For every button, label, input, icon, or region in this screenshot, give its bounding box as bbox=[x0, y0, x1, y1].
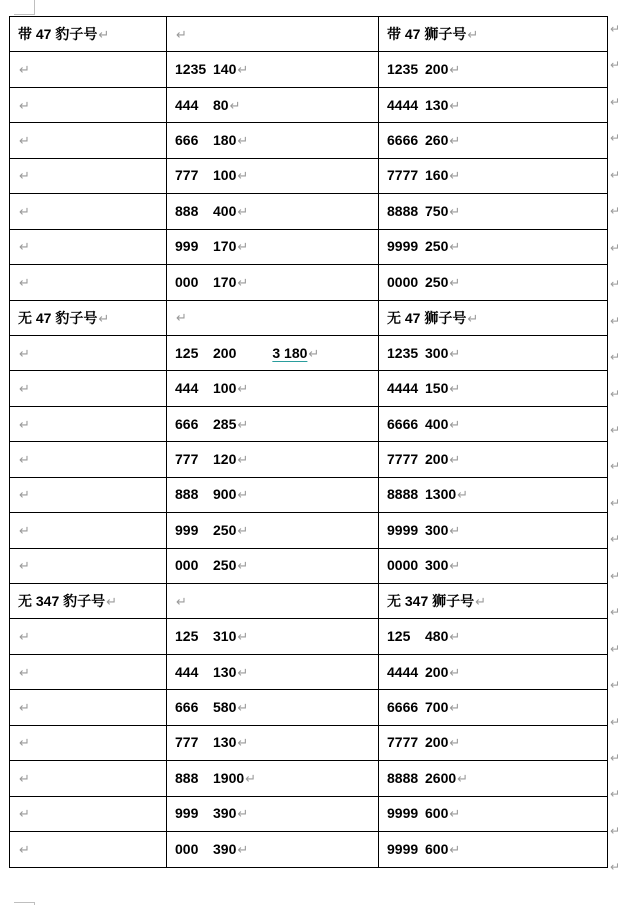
empty-cell bbox=[10, 725, 167, 760]
paragraph-mark: ↵ bbox=[176, 593, 187, 609]
empty-cell bbox=[10, 654, 167, 689]
left-section-title: 无 47 豹子号 bbox=[18, 309, 98, 326]
paragraph-mark: ↵ bbox=[449, 168, 461, 184]
table-row bbox=[10, 725, 608, 760]
paragraph-mark: ↵ bbox=[449, 629, 461, 645]
left-value-cell bbox=[167, 123, 379, 158]
table-row bbox=[10, 619, 608, 654]
right-section-title-cell bbox=[379, 17, 608, 52]
paragraph-mark: ↵ bbox=[19, 416, 30, 432]
empty-cell bbox=[10, 619, 167, 654]
table-row bbox=[10, 87, 608, 122]
right-value-cell bbox=[379, 796, 608, 831]
payout-value: 260 bbox=[425, 132, 449, 149]
left-value-cell bbox=[167, 87, 379, 122]
paragraph-mark: ↵ bbox=[245, 770, 257, 786]
row-end-mark: ↵ bbox=[610, 422, 620, 437]
right-section-title-cell bbox=[379, 300, 608, 335]
left-value-cell bbox=[167, 335, 379, 370]
paragraph-mark: ↵ bbox=[237, 133, 249, 149]
paragraph-mark: ↵ bbox=[237, 664, 249, 680]
left-value-cell bbox=[167, 406, 379, 441]
payout-value: 310 bbox=[213, 628, 237, 645]
number-combo: 0000 bbox=[387, 273, 419, 290]
left-value-cell bbox=[167, 548, 379, 583]
number-combo: 000 bbox=[175, 557, 199, 574]
left-value-cell bbox=[167, 513, 379, 548]
number-combo: 444 bbox=[175, 380, 199, 397]
number-combo: 8888 bbox=[387, 486, 419, 503]
paragraph-mark: ↵ bbox=[449, 451, 461, 467]
number-combo: 9999 bbox=[387, 521, 419, 538]
payout-value: 130 bbox=[213, 663, 237, 680]
payout-value: 170 bbox=[213, 273, 237, 290]
right-value-cell bbox=[379, 371, 608, 406]
paragraph-mark: ↵ bbox=[449, 735, 461, 751]
number-combo: 777 bbox=[175, 734, 199, 751]
empty-cell bbox=[10, 371, 167, 406]
table-row bbox=[10, 371, 608, 406]
payout-value: 130 bbox=[213, 734, 237, 751]
number-combo: 9999 bbox=[387, 840, 419, 857]
right-value-cell bbox=[379, 194, 608, 229]
left-section-title-cell bbox=[10, 584, 167, 619]
payout-value: 160 bbox=[425, 167, 449, 184]
empty-cell bbox=[10, 158, 167, 193]
table-row bbox=[10, 265, 608, 300]
payout-value: 200 bbox=[213, 344, 237, 361]
paragraph-mark: ↵ bbox=[449, 133, 461, 149]
empty-cell bbox=[10, 406, 167, 441]
payout-value: 1300 bbox=[425, 486, 457, 503]
left-section-title-cell bbox=[10, 300, 167, 335]
paragraph-mark: ↵ bbox=[449, 97, 461, 113]
empty-cell bbox=[10, 832, 167, 867]
row-end-mark: ↵ bbox=[610, 386, 620, 401]
number-combo: 4444 bbox=[387, 663, 419, 680]
odds-table bbox=[9, 16, 608, 868]
empty-cell bbox=[10, 690, 167, 725]
paragraph-mark: ↵ bbox=[237, 806, 249, 822]
left-value-cell bbox=[167, 761, 379, 796]
empty-cell bbox=[10, 796, 167, 831]
paragraph-mark: ↵ bbox=[449, 381, 461, 397]
table-row bbox=[10, 406, 608, 441]
right-value-cell bbox=[379, 229, 608, 264]
row-end-mark: ↵ bbox=[610, 751, 620, 765]
number-combo: 888 bbox=[175, 202, 199, 219]
number-combo: 7777 bbox=[387, 167, 419, 184]
empty-cell bbox=[10, 761, 167, 796]
number-combo: 666 bbox=[175, 132, 199, 149]
paragraph-mark: ↵ bbox=[19, 629, 30, 645]
number-combo: 1235 bbox=[387, 61, 419, 78]
payout-value: 400 bbox=[213, 202, 237, 219]
right-value-cell bbox=[379, 690, 608, 725]
right-value-cell bbox=[379, 265, 608, 300]
paragraph-mark: ↵ bbox=[19, 97, 30, 113]
paragraph-mark: ↵ bbox=[19, 735, 30, 751]
row-end-mark: ↵ bbox=[610, 240, 620, 255]
row-end-mark: ↵ bbox=[610, 678, 620, 693]
left-value-cell bbox=[167, 477, 379, 512]
left-section-title: 无 347 豹子号 bbox=[18, 593, 106, 610]
number-combo: 7777 bbox=[387, 450, 419, 467]
number-combo: 4444 bbox=[387, 96, 419, 113]
empty-cell bbox=[10, 194, 167, 229]
number-combo: 1235 bbox=[175, 61, 207, 78]
table-row bbox=[10, 477, 608, 512]
paragraph-mark: ↵ bbox=[237, 522, 249, 538]
number-combo: 999 bbox=[175, 238, 199, 255]
paragraph-mark: ↵ bbox=[19, 558, 30, 574]
payout-value: 200 bbox=[425, 663, 449, 680]
table-row bbox=[10, 52, 608, 87]
number-combo: 777 bbox=[175, 167, 199, 184]
paragraph-mark: ↵ bbox=[98, 310, 110, 326]
paragraph-mark: ↵ bbox=[449, 522, 461, 538]
empty-cell bbox=[10, 229, 167, 264]
paragraph-mark: ↵ bbox=[19, 239, 30, 255]
right-value-cell bbox=[379, 761, 608, 796]
paragraph-mark: ↵ bbox=[19, 345, 30, 361]
paragraph-mark: ↵ bbox=[19, 381, 30, 397]
number-combo: 6666 bbox=[387, 132, 419, 149]
paragraph-mark: ↵ bbox=[457, 487, 469, 503]
number-combo: 999 bbox=[175, 805, 199, 822]
paragraph-mark: ↵ bbox=[19, 664, 30, 680]
paragraph-mark: ↵ bbox=[449, 239, 461, 255]
left-value-cell bbox=[167, 158, 379, 193]
paragraph-mark: ↵ bbox=[449, 664, 461, 680]
paragraph-mark: ↵ bbox=[449, 62, 461, 78]
payout-value: 700 bbox=[425, 699, 449, 716]
empty-cell bbox=[167, 584, 379, 619]
paragraph-mark: ↵ bbox=[19, 841, 30, 857]
paragraph-mark: ↵ bbox=[237, 239, 249, 255]
number-combo: 6666 bbox=[387, 415, 419, 432]
left-value-cell bbox=[167, 654, 379, 689]
row-end-mark: ↵ bbox=[610, 313, 620, 328]
number-combo: 000 bbox=[175, 840, 199, 857]
right-value-cell bbox=[379, 158, 608, 193]
section-header-row bbox=[10, 300, 608, 335]
paragraph-mark: ↵ bbox=[237, 274, 249, 290]
paragraph-mark: ↵ bbox=[237, 451, 249, 467]
payout-value: 180 bbox=[213, 132, 237, 149]
right-section-title-cell bbox=[379, 584, 608, 619]
table-row bbox=[10, 548, 608, 583]
number-combo: 888 bbox=[175, 769, 199, 786]
payout-value: 120 bbox=[213, 450, 237, 467]
left-value-cell bbox=[167, 796, 379, 831]
row-end-mark: ↵ bbox=[610, 495, 620, 510]
right-value-cell bbox=[379, 87, 608, 122]
left-value-cell bbox=[167, 442, 379, 477]
paragraph-mark: ↵ bbox=[237, 735, 249, 751]
payout-value: 600 bbox=[425, 805, 449, 822]
left-value-cell bbox=[167, 229, 379, 264]
left-value-cell bbox=[167, 371, 379, 406]
empty-cell bbox=[10, 265, 167, 300]
row-end-mark: ↵ bbox=[610, 204, 620, 219]
row-end-mark: ↵ bbox=[610, 459, 620, 474]
row-end-mark: ↵ bbox=[610, 350, 620, 365]
payout-value: 200 bbox=[425, 450, 449, 467]
payout-value: 170 bbox=[213, 238, 237, 255]
row-end-mark: ↵ bbox=[610, 787, 620, 802]
paragraph-mark: ↵ bbox=[106, 594, 118, 610]
paragraph-mark: ↵ bbox=[237, 841, 249, 857]
paragraph-mark: ↵ bbox=[237, 62, 249, 78]
number-combo: 444 bbox=[175, 663, 199, 680]
paragraph-mark: ↵ bbox=[19, 806, 30, 822]
paragraph-mark: ↵ bbox=[237, 700, 249, 716]
number-combo: 666 bbox=[175, 415, 199, 432]
paragraph-mark: ↵ bbox=[19, 522, 30, 538]
payout-value: 250 bbox=[425, 273, 449, 290]
empty-cell bbox=[10, 442, 167, 477]
empty-cell bbox=[10, 123, 167, 158]
row-end-mark: ↵ bbox=[610, 167, 620, 182]
paragraph-mark: ↵ bbox=[229, 97, 241, 113]
payout-value: 100 bbox=[213, 380, 237, 397]
paragraph-mark: ↵ bbox=[19, 168, 30, 184]
payout-value: 80 bbox=[213, 96, 229, 113]
right-value-cell bbox=[379, 513, 608, 548]
table-row bbox=[10, 335, 608, 370]
payout-value: 250 bbox=[213, 557, 237, 574]
table-row bbox=[10, 690, 608, 725]
table-row bbox=[10, 229, 608, 264]
payout-value: 200 bbox=[425, 734, 449, 751]
payout-value: 1900 bbox=[213, 769, 245, 786]
paragraph-mark: ↵ bbox=[237, 629, 249, 645]
number-combo: 1235 bbox=[387, 344, 419, 361]
empty-cell bbox=[10, 87, 167, 122]
table-row bbox=[10, 654, 608, 689]
number-combo: 9999 bbox=[387, 805, 419, 822]
paragraph-mark: ↵ bbox=[19, 62, 30, 78]
paragraph-mark: ↵ bbox=[467, 27, 479, 43]
right-value-cell bbox=[379, 442, 608, 477]
payout-value: 390 bbox=[213, 805, 237, 822]
paragraph-mark: ↵ bbox=[449, 345, 461, 361]
paragraph-mark: ↵ bbox=[19, 274, 30, 290]
right-value-cell bbox=[379, 335, 608, 370]
number-combo: 9999 bbox=[387, 238, 419, 255]
paragraph-mark: ↵ bbox=[237, 416, 249, 432]
payout-value: 250 bbox=[425, 238, 449, 255]
number-combo: 777 bbox=[175, 450, 199, 467]
row-end-mark: ↵ bbox=[610, 22, 620, 36]
empty-cell bbox=[10, 548, 167, 583]
paragraph-mark: ↵ bbox=[475, 594, 487, 610]
left-value-cell bbox=[167, 690, 379, 725]
payout-value: 130 bbox=[425, 96, 449, 113]
right-value-cell bbox=[379, 123, 608, 158]
left-section-title: 带 47 豹子号 bbox=[18, 26, 98, 43]
paragraph-mark: ↵ bbox=[467, 310, 479, 326]
right-section-title: 无 47 狮子号 bbox=[387, 309, 467, 326]
right-value-cell bbox=[379, 52, 608, 87]
paragraph-mark: ↵ bbox=[237, 168, 249, 184]
payout-value: 750 bbox=[425, 202, 449, 219]
payout-value: 150 bbox=[425, 380, 449, 397]
paragraph-mark: ↵ bbox=[19, 451, 30, 467]
payout-value: 300 bbox=[425, 557, 449, 574]
number-combo: 6666 bbox=[387, 699, 419, 716]
row-end-mark: ↵ bbox=[610, 94, 620, 109]
right-value-cell bbox=[379, 725, 608, 760]
payout-value: 580 bbox=[213, 699, 237, 716]
right-value-cell bbox=[379, 406, 608, 441]
empty-cell bbox=[10, 513, 167, 548]
table-row bbox=[10, 123, 608, 158]
empty-cell bbox=[10, 52, 167, 87]
paragraph-mark: ↵ bbox=[449, 274, 461, 290]
number-combo: 125 bbox=[175, 628, 199, 645]
row-end-mark: ↵ bbox=[610, 277, 620, 292]
payout-value: 300 bbox=[425, 521, 449, 538]
payout-value: 2600 bbox=[425, 769, 457, 786]
left-value-cell bbox=[167, 619, 379, 654]
left-value-cell bbox=[167, 832, 379, 867]
table-row bbox=[10, 513, 608, 548]
payout-value: 200 bbox=[425, 61, 449, 78]
number-combo: 125 bbox=[387, 628, 411, 645]
payout-value: 300 bbox=[425, 344, 449, 361]
paragraph-mark: ↵ bbox=[176, 310, 187, 326]
left-section-title-cell bbox=[10, 17, 167, 52]
section-header-row bbox=[10, 17, 608, 52]
paragraph-mark: ↵ bbox=[449, 700, 461, 716]
table-row bbox=[10, 194, 608, 229]
empty-cell bbox=[167, 300, 379, 335]
number-combo: 000 bbox=[175, 273, 199, 290]
paragraph-mark: ↵ bbox=[98, 27, 110, 43]
right-value-cell bbox=[379, 548, 608, 583]
row-end-mark: ↵ bbox=[610, 58, 620, 73]
paragraph-mark: ↵ bbox=[19, 203, 30, 219]
row-end-mark: ↵ bbox=[610, 641, 620, 656]
payout-value: 600 bbox=[425, 840, 449, 857]
table-row bbox=[10, 796, 608, 831]
number-combo: 0000 bbox=[387, 557, 419, 574]
paragraph-mark: ↵ bbox=[19, 700, 30, 716]
row-end-mark: ↵ bbox=[610, 532, 620, 547]
page-corner-mark-top bbox=[14, 0, 35, 15]
table-row bbox=[10, 832, 608, 867]
paragraph-mark: ↵ bbox=[19, 770, 30, 786]
left-value-cell bbox=[167, 725, 379, 760]
empty-cell bbox=[167, 17, 379, 52]
empty-cell bbox=[10, 477, 167, 512]
payout-value: 285 bbox=[213, 415, 237, 432]
paragraph-mark: ↵ bbox=[237, 381, 249, 397]
paragraph-mark: ↵ bbox=[308, 345, 320, 361]
number-combo: 8888 bbox=[387, 769, 419, 786]
left-value-cell bbox=[167, 194, 379, 229]
number-combo: 8888 bbox=[387, 202, 419, 219]
paragraph-mark: ↵ bbox=[19, 487, 30, 503]
payout-value: 400 bbox=[425, 415, 449, 432]
left-value-cell bbox=[167, 52, 379, 87]
number-combo: 999 bbox=[175, 521, 199, 538]
payout-value: 480 bbox=[425, 628, 449, 645]
section-header-row bbox=[10, 584, 608, 619]
right-value-cell bbox=[379, 477, 608, 512]
right-value-cell bbox=[379, 654, 608, 689]
row-end-mark: ↵ bbox=[610, 823, 620, 838]
right-value-cell bbox=[379, 832, 608, 867]
row-end-mark: ↵ bbox=[610, 860, 620, 875]
payout-value: 390 bbox=[213, 840, 237, 857]
table-row bbox=[10, 442, 608, 477]
row-end-mark: ↵ bbox=[610, 568, 620, 583]
row-end-mark: ↵ bbox=[610, 714, 620, 729]
row-end-mark: ↵ bbox=[610, 605, 620, 620]
paragraph-mark: ↵ bbox=[449, 558, 461, 574]
payout-value: 250 bbox=[213, 521, 237, 538]
paragraph-mark: ↵ bbox=[237, 558, 249, 574]
number-combo: 888 bbox=[175, 486, 199, 503]
right-section-title: 无 347 狮子号 bbox=[387, 593, 475, 610]
paragraph-mark: ↵ bbox=[449, 203, 461, 219]
number-combo: 444 bbox=[175, 96, 199, 113]
right-section-title: 带 47 狮子号 bbox=[387, 26, 467, 43]
empty-cell bbox=[10, 335, 167, 370]
paragraph-mark: ↵ bbox=[457, 770, 469, 786]
paragraph-mark: ↵ bbox=[19, 133, 30, 149]
paragraph-mark: ↵ bbox=[449, 806, 461, 822]
number-combo: 666 bbox=[175, 699, 199, 716]
number-combo: 4444 bbox=[387, 380, 419, 397]
table-row bbox=[10, 761, 608, 796]
left-value-cell bbox=[167, 265, 379, 300]
paragraph-mark: ↵ bbox=[237, 203, 249, 219]
right-value-cell bbox=[379, 619, 608, 654]
number-combo: 7777 bbox=[387, 734, 419, 751]
payout-value: 900 bbox=[213, 486, 237, 503]
extra-note: 3 180 bbox=[272, 344, 308, 361]
row-end-mark: ↵ bbox=[610, 131, 620, 146]
paragraph-mark: ↵ bbox=[449, 841, 461, 857]
paragraph-mark: ↵ bbox=[449, 416, 461, 432]
table-row bbox=[10, 158, 608, 193]
payout-value: 100 bbox=[213, 167, 237, 184]
paragraph-mark: ↵ bbox=[176, 26, 187, 42]
number-combo: 125 bbox=[175, 344, 199, 361]
paragraph-mark: ↵ bbox=[237, 487, 249, 503]
payout-value: 140 bbox=[213, 61, 237, 78]
